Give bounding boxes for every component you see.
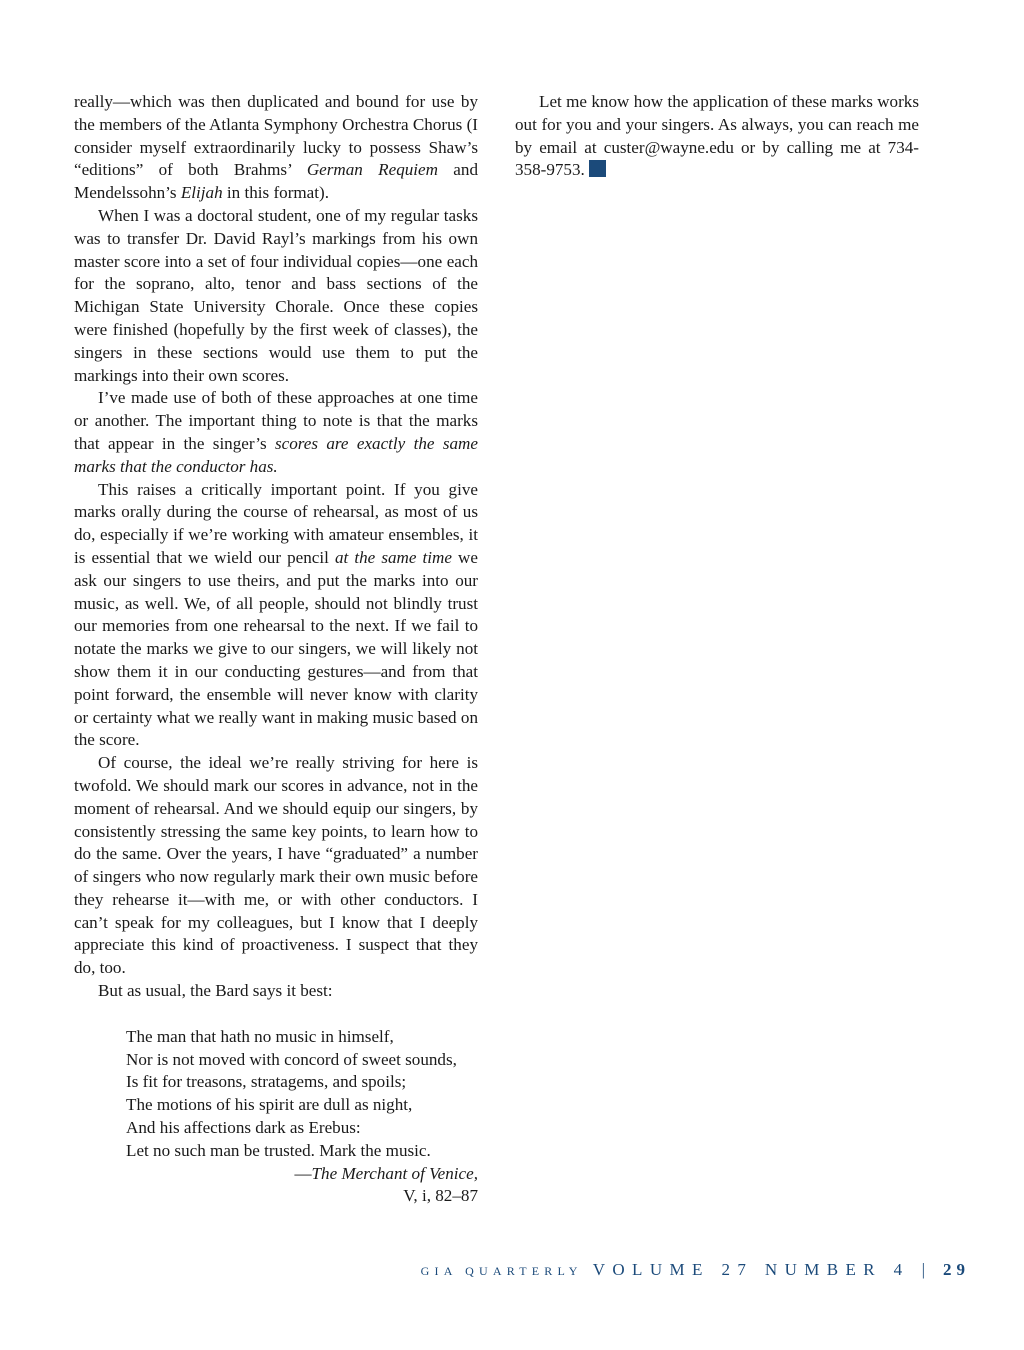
paragraph-5: Of course, the ideal we’re really striving for here is twofold. We should mark our scores in advance, not in the moment of rehearsal. And we should equip our singers, by consistently stressing the same key points, to learn how to do the same. Over the years, I have “graduated” a number of singers who now regularly mark their own music before they rehearse it—with me, or with other conductors. I can’t speak for my colleagues, but I know that I deeply appreciate this kind of proactiveness. I suspect that they do, too.: [74, 753, 478, 978]
poem-line: The motions of his spirit are dull as night,: [126, 1095, 413, 1115]
attribution-dash: —: [294, 1163, 312, 1183]
paragraph-2: When I was a doctoral student, one of my regular tasks was to transfer Dr. David Rayl’s markings from his own master score into a set of four individual copies—one each for the soprano, alto, tenor and bass sections of the Michigan State University Chorale. Once these copies were finished (hopefully by the first week of classes), the singers in these sections would use them to put the markings into their own scores.: [74, 205, 478, 385]
poem-quote: [126, 1026, 478, 1208]
paragraph-6: But as usual, the Bard says it best:: [98, 981, 333, 1001]
closing-paragraph: [515, 91, 919, 182]
poem-line: And his affections dark as Erebus:: [126, 1118, 361, 1138]
text-run: in this format).: [222, 183, 329, 203]
text-run: This raises a critically important point. If you give marks orally during the course of rehearsal, as most of us do, especially if we’re working with amateur ensembles, it is essential that we wield our pencil: [74, 479, 478, 567]
page-footer: [370, 1260, 970, 1284]
emphasis-text: at the same time: [334, 547, 452, 567]
attribution-title: The Merchant of Venice,: [311, 1163, 478, 1183]
title-elijah: Elijah: [180, 183, 223, 203]
page-number: 29: [943, 1260, 970, 1279]
poem-line: Is fit for treasons, stratagems, and spoils;: [126, 1072, 407, 1092]
left-column: [74, 91, 478, 1208]
poem-attribution: [126, 1163, 478, 1186]
poem-line: The man that hath no music in himself,: [126, 1026, 394, 1046]
paragraph-3: [74, 387, 478, 478]
paragraph-1: [74, 91, 478, 205]
title-german-requiem: German Requiem: [306, 160, 438, 180]
footer-separator: |: [921, 1260, 925, 1279]
text-run: really—which was then duplicated and bound for use by the members of the Atlanta Symphony Orchestra Chorus (I consider myself extraordinarily lucky to possess Shaw’s “editions” of both Brahms’: [74, 92, 478, 180]
paragraph-4: [74, 479, 478, 753]
poem-line: Let no such man be trusted. Mark the music.: [126, 1140, 431, 1160]
text-run: and Mendelssohn’s: [74, 160, 478, 203]
closing-text: Let me know how the application of these marks works out for you and your singers. As always, you can reach me by email at custer@wayne.edu or by calling me at 734-358-9753.: [515, 92, 919, 180]
poem-line: Nor is not moved with concord of sweet sounds,: [126, 1049, 457, 1069]
end-of-article-square-icon: [589, 160, 606, 177]
footer-publication: GIA QUARTERLY: [420, 1264, 583, 1278]
text-run: we ask our singers to use theirs, and put the marks into our music, as well. We, of all people, should not blindly trust our memories from one rehearsal to the next. If we fail to notate the marks we give to our singers, we will likely not show them it in our conducting gestures—and from that point forward, the ensemble will never know with clarity or certainty what we really want in making music based on the score.: [74, 547, 478, 750]
text-run: I’ve made use of both of these approaches at one time or another. The important thing to note is that the marks that appear in the singer’s: [74, 388, 478, 453]
right-column: [515, 91, 919, 182]
emphasis-text: scores are exactly the same marks that the conductor has.: [74, 433, 478, 476]
poem-reference: V, i, 82–87: [403, 1186, 478, 1206]
footer-volume: VOLUME 27 NUMBER 4: [592, 1260, 910, 1279]
